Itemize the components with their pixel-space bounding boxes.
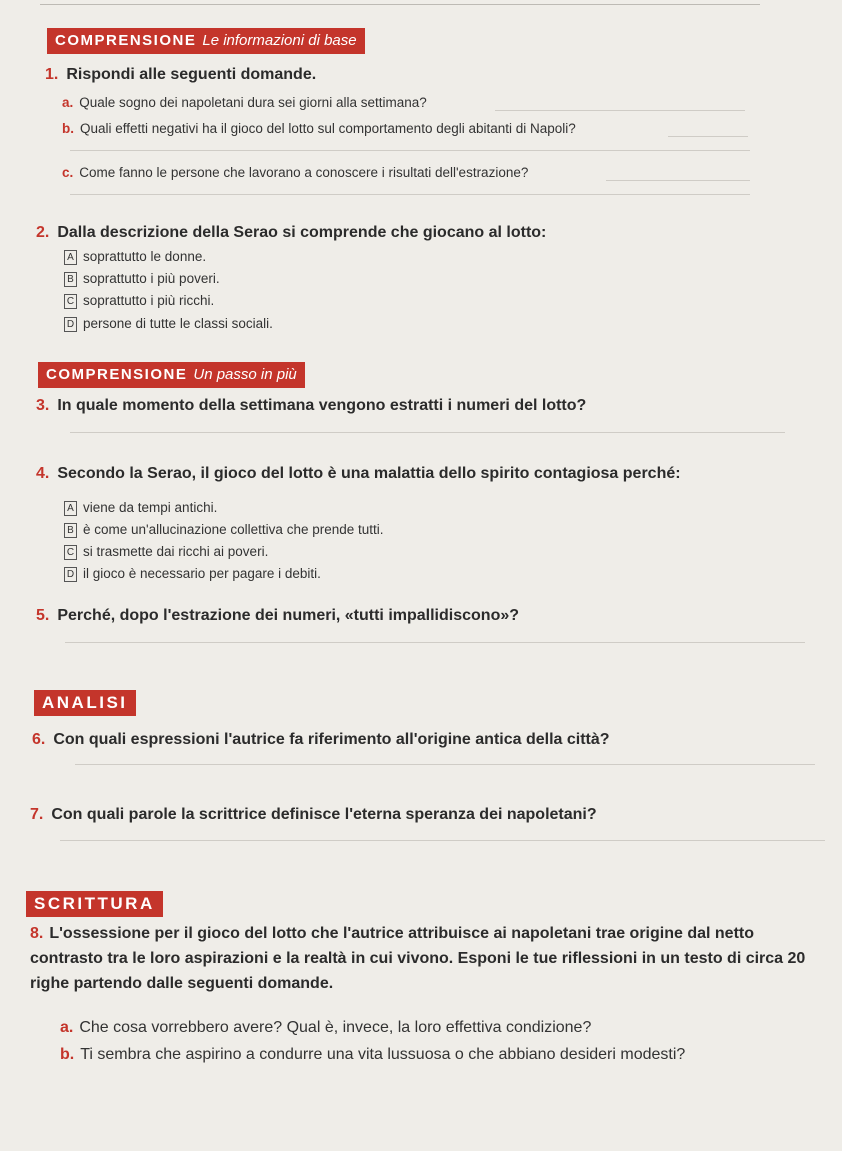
section-banner-analisi (34, 690, 136, 716)
question-7 (30, 806, 597, 824)
option-letter-box: C (64, 294, 77, 309)
banner-tag: SCRITTURA (34, 894, 155, 913)
question-number: 3. (36, 397, 50, 414)
option-text: soprattutto i più ricchi. (83, 293, 215, 308)
option-4c[interactable] (64, 544, 268, 560)
option-text: il gioco è necessario per pagare i debiti. (83, 566, 321, 581)
question-number: 7. (30, 806, 44, 823)
option-text: viene da tempi antichi. (83, 500, 218, 515)
question-2 (36, 224, 546, 242)
answer-line[interactable] (70, 432, 785, 433)
question-8b (60, 1046, 685, 1064)
answer-line[interactable] (668, 136, 748, 137)
banner-subtitle: Le informazioni di base (202, 32, 357, 49)
question-8 (30, 921, 830, 996)
question-1a (62, 95, 427, 110)
section-banner-comprensione-piu (38, 362, 305, 388)
question-8a (60, 1019, 591, 1037)
option-letter-box: D (64, 567, 77, 582)
subquestion-text: Come fanno le persone che lavorano a conoscere i risultati dell'estrazione? (79, 165, 529, 180)
option-2a[interactable] (64, 249, 206, 265)
option-2b[interactable] (64, 271, 220, 287)
subquestion-letter: a. (62, 95, 74, 110)
subquestion-text: Quali effetti negativi ha il gioco del lotto sul comportamento degli abitanti di Napoli? (80, 121, 576, 136)
question-number: 2. (36, 224, 50, 241)
option-letter-box: B (64, 523, 77, 538)
option-2c[interactable] (64, 293, 214, 309)
question-text: Perché, dopo l'estrazione dei numeri, «tutti impallidiscono»? (57, 607, 520, 624)
answer-line[interactable] (70, 150, 750, 151)
answer-line[interactable] (606, 180, 750, 181)
question-6 (32, 731, 610, 749)
question-1c (62, 165, 528, 180)
question-text: Secondo la Serao, il gioco del lotto è una malattia dello spirito contagiosa perché: (57, 465, 681, 482)
question-5 (36, 607, 519, 625)
option-4b[interactable] (64, 522, 384, 538)
subquestion-letter: c. (62, 165, 74, 180)
banner-subtitle: Un passo in più (193, 366, 297, 383)
question-3 (36, 397, 586, 415)
option-text: soprattutto le donne. (83, 249, 207, 264)
top-rule (40, 4, 760, 5)
question-number: 6. (32, 731, 46, 748)
subquestion-letter: b. (60, 1046, 75, 1063)
answer-line[interactable] (70, 194, 750, 195)
subquestion-text: Che cosa vorrebbero avere? Qual è, invece, la loro effettiva condizione? (79, 1019, 592, 1036)
option-text: è come un'allucinazione collettiva che prende tutti. (83, 522, 384, 537)
option-2d[interactable] (64, 316, 273, 332)
question-4 (36, 465, 681, 483)
question-text: L'ossessione per il gioco del lotto che l'autrice attribuisce ai napoletani trae origine dal netto contrasto tra le loro aspirazioni e la realtà in cui vivono. Esponi le tue riflessioni in un testo di circa 20 righe partendo dalle seguenti domande. (30, 925, 806, 992)
option-4d[interactable] (64, 566, 321, 582)
question-text: Con quali parole la scrittrice definisce l'eterna speranza dei napoletani? (51, 806, 597, 823)
question-1b (62, 121, 576, 136)
question-text: Dalla descrizione della Serao si comprende che giocano al lotto: (57, 224, 547, 241)
question-number: 5. (36, 607, 50, 624)
question-1 (45, 66, 316, 84)
question-number: 4. (36, 465, 50, 482)
option-letter-box: C (64, 545, 77, 560)
answer-line[interactable] (495, 110, 745, 111)
banner-tag: COMPRENSIONE (46, 366, 188, 383)
question-text: In quale momento della settimana vengono estratti i numeri del lotto? (57, 397, 587, 414)
question-text: Con quali espressioni l'autrice fa riferimento all'origine antica della città? (53, 731, 610, 748)
answer-line[interactable] (65, 642, 805, 643)
subquestion-letter: b. (62, 121, 74, 136)
option-letter-box: B (64, 272, 77, 287)
question-text: Rispondi alle seguenti domande. (66, 66, 317, 83)
option-4a[interactable] (64, 500, 217, 516)
question-number: 8. (30, 925, 44, 942)
option-text: persone di tutte le classi sociali. (83, 316, 273, 331)
option-letter-box: A (64, 501, 77, 516)
answer-line[interactable] (60, 840, 825, 841)
subquestion-letter: a. (60, 1019, 74, 1036)
option-text: si trasmette dai ricchi ai poveri. (83, 544, 269, 559)
banner-tag: ANALISI (42, 693, 128, 712)
banner-tag: COMPRENSIONE (55, 32, 197, 49)
subquestion-text: Ti sembra che aspirino a condurre una vita lussuosa o che abbiano desideri modesti? (80, 1046, 686, 1063)
section-banner-comprensione-base (47, 28, 365, 54)
subquestion-text: Quale sogno dei napoletani dura sei giorni alla settimana? (79, 95, 427, 110)
section-banner-scrittura (26, 891, 163, 917)
answer-line[interactable] (75, 764, 815, 765)
option-letter-box: D (64, 317, 77, 332)
option-text: soprattutto i più poveri. (83, 271, 220, 286)
option-letter-box: A (64, 250, 77, 265)
question-number: 1. (45, 66, 59, 83)
